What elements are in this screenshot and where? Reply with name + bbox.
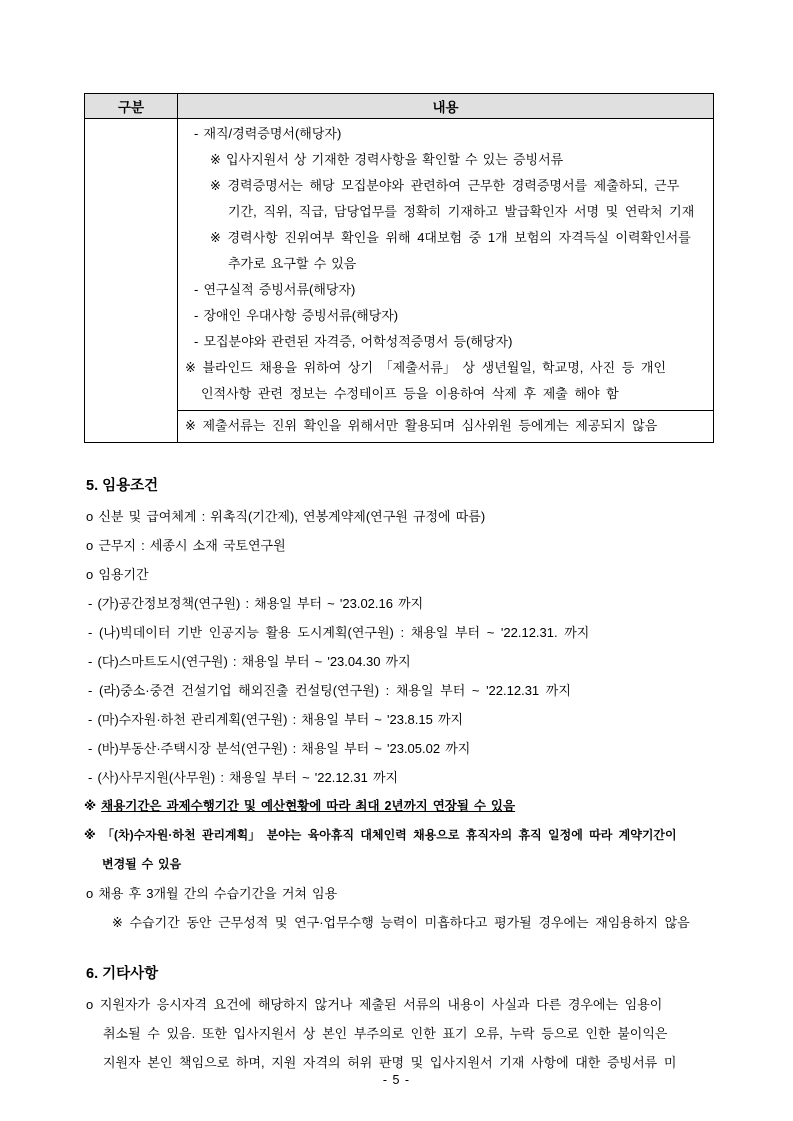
table-content-cell	[178, 119, 714, 411]
doc-line: - (마)수자원·하천 관리계획(연구원) : 채용일 부터 ~ '23.8.15 까지	[88, 712, 464, 727]
page-number: - 5 -	[382, 1073, 411, 1087]
doc-line: o 지원자가 응시자격 요건에 해당하지 않거나 제출된 서류의 내용이 사실과 다른 경우에는 임용이	[86, 997, 663, 1012]
doc-line: ※ 블라인드 채용을 위하여 상기 「제출서류」 상 생년월일, 학교명, 사진 등 개인	[185, 360, 667, 375]
table-row	[85, 119, 714, 411]
doc-line: 지원자 본인 책임으로 하며, 지원 자격의 허위 판명 및 입사지원서 기재 사항에 대한 증빙서류 미	[103, 1055, 677, 1070]
doc-line	[84, 792, 714, 821]
doc-line: - (사)사무지원(사무원) : 채용일 부터 ~ '22.12.31 까지	[88, 770, 399, 785]
line-text: 채용기간은 과제수행기간 및 예산현황에 따라 최대 2년까지 연장될 수 있음	[101, 799, 516, 813]
doc-line: o 신분 및 급여체계 : 위촉직(기간제), 연봉계약제(연구원 규정에 따름)	[86, 509, 486, 524]
section-5-body	[84, 502, 714, 937]
doc-line: - 장애인 우대사항 증빙서류(해당자)	[194, 308, 399, 323]
doc-line: ※ 「(차)수자원·하천 관리계획」 분야는 육아휴직 대체인력 채용으로 휴직자의 휴직 일정에 따라 계약기간이	[84, 828, 677, 842]
doc-line: - 모집분야와 관련된 자격증, 어학성적증명서 등(해당자)	[194, 334, 513, 349]
doc-line: - (바)부동산·주택시장 분석(연구원) : 채용일 부터 ~ '23.05.02 까지	[88, 741, 471, 756]
doc-line: 인적사항 관련 정보는 수정테이프 등을 이용하여 삭제 후 제출 해야 함	[201, 386, 619, 401]
doc-line: o 채용 후 3개월 간의 수습기간을 거쳐 임용	[86, 886, 338, 901]
doc-line: o 임용기간	[86, 567, 149, 582]
section-6-body	[84, 990, 714, 1077]
doc-line: 취소될 수 있음. 또한 입사지원서 상 본인 부주의로 인한 표기 오류, 누락 등으로 인한 불이익은	[103, 1026, 668, 1041]
line-marker: ※	[84, 799, 102, 813]
section-6-title: 6. 기타사항	[86, 966, 159, 982]
section-5-title: 5. 임용조건	[86, 478, 159, 494]
doc-line: - (나)빅데이터 기반 인공지능 활용 도시계획(연구원) : 채용일 부터 ~ '22.12.31. 까지	[88, 625, 590, 640]
doc-line: - 연구실적 증빙서류(해당자)	[194, 282, 356, 297]
doc-line: 기간, 직위, 직급, 담당업무를 정확히 기재하고 발급확인자 서명 및 연락처 기재	[228, 204, 695, 219]
section-employment-conditions	[84, 474, 714, 937]
table-header-row	[85, 94, 714, 119]
doc-line: ※ 수습기간 동안 근무성적 및 연구·업무수행 능력이 미흡하다고 평가될 경우에는 재임용하지 않음	[112, 915, 690, 930]
table-category-cell	[85, 119, 178, 443]
submission-documents-table	[84, 93, 714, 443]
doc-line: ※ 경력사항 진위여부 확인을 위해 4대보험 중 1개 보험의 자격득실 이력확인서를	[210, 230, 691, 245]
doc-line: - 재직/경력증명서(해당자)	[194, 126, 342, 141]
table-header-content: 내용	[178, 94, 714, 119]
doc-line: o 근무지 : 세종시 소재 국토연구원	[86, 538, 286, 553]
doc-line: ※ 제출서류는 진위 확인을 위해서만 활용되며 심사위원 등에게는 제공되지 않음	[185, 418, 658, 433]
doc-line: ※ 경력증명서는 해당 모집분야와 관련하여 근무한 경력증명서를 제출하되, 근무	[210, 178, 680, 193]
doc-line: 추가로 요구할 수 있음	[228, 256, 357, 271]
doc-line: - (가)공간정보정책(연구원) : 채용일 부터 ~ '23.02.16 까지	[88, 596, 424, 611]
doc-line: - (라)중소·중견 건설기업 해외진출 컨설팅(연구원) : 채용일 부터 ~ '22.12.31 까지	[88, 683, 571, 698]
doc-line: 변경될 수 있음	[102, 857, 182, 871]
doc-line: ※ 입사지원서 상 기재한 경력사항을 확인할 수 있는 증빙서류	[210, 152, 564, 167]
table-row	[85, 411, 714, 443]
table-note-cell	[178, 411, 714, 443]
section-other-matters	[84, 962, 714, 1077]
table-header-category: 구분	[85, 94, 178, 119]
doc-line: - (다)스마트도시(연구원) : 채용일 부터 ~ '23.04.30 까지	[88, 654, 411, 669]
